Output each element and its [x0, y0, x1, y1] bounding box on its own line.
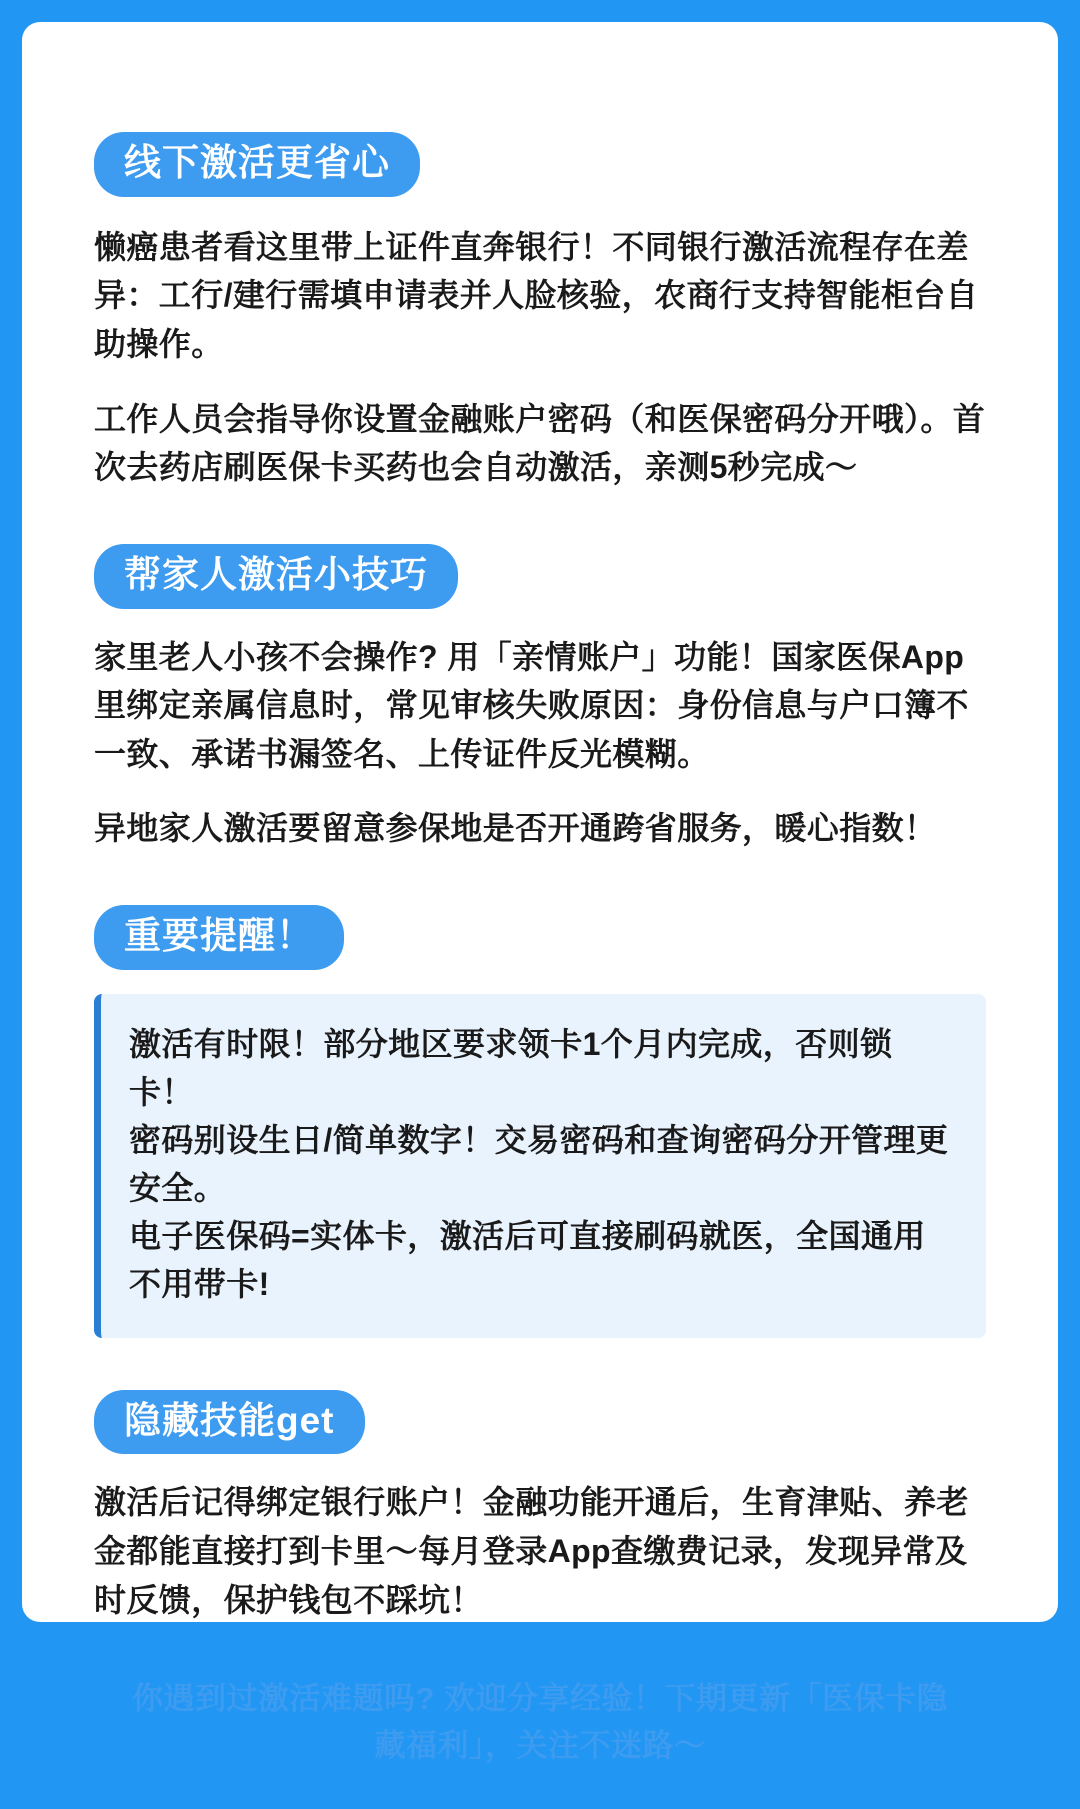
paragraph-family-2: 异地家人激活要留意参保地是否开通跨省服务，暖心指数！	[94, 810, 937, 847]
section-family-tips	[94, 544, 986, 853]
section-heading-offline: 线下激活更省心	[94, 132, 420, 197]
notice-box	[94, 994, 986, 1338]
paragraph-hidden-1: 激活后记得绑定银行账户！金融功能开通后，生育津贴、养老金都能直接打到卡里～每月登录App查缴费记录，发现异常及时反馈，保护钱包不踩坑！	[94, 1484, 969, 1618]
content-card	[22, 22, 1058, 1763]
notice-line-2: 密码别设生日/简单数字！交易密码和查询密码分开管理更安全。	[129, 1121, 949, 1206]
section-offline-activation	[94, 132, 986, 492]
section-hidden-skill	[94, 1390, 986, 1625]
footer-call-to-action: 你遇到过激活难题吗? 欢迎分享经验！下期更新「医保卡隐藏福利」，关注不迷路～	[131, 1681, 949, 1763]
article-body	[22, 22, 1058, 1809]
paragraph-offline-2: 工作人员会指导你设置金融账户密码（和医保密码分开哦）。首次去药店刷医保卡买药也会自动激活，亲测5秒完成～	[94, 400, 986, 486]
notice-line-1: 激活有时限！部分地区要求领卡1个月内完成，否则锁卡！	[129, 1025, 893, 1110]
section-heading-family: 帮家人激活小技巧	[94, 544, 458, 609]
paragraph-family-1: 家里老人小孩不会操作? 用「亲情账户」功能！国家医保App里绑定亲属信息时，常见审核失败原因：身份信息与户口簿不一致、承诺书漏签名、上传证件反光模糊。	[94, 638, 969, 772]
notice-line-3: 电子医保码=实体卡，激活后可直接刷码就医，全国通用不用带卡!	[129, 1217, 926, 1302]
section-important-notice	[94, 905, 986, 1338]
section-heading-important: 重要提醒！	[94, 905, 344, 970]
paragraph-offline-1: 懒癌患者看这里带上证件直奔银行！不同银行激活流程存在差异：工行/建行需填申请表并人脸核验，农商行支持智能柜台自助操作。	[94, 228, 979, 362]
section-heading-hidden: 隐藏技能get	[94, 1390, 365, 1455]
